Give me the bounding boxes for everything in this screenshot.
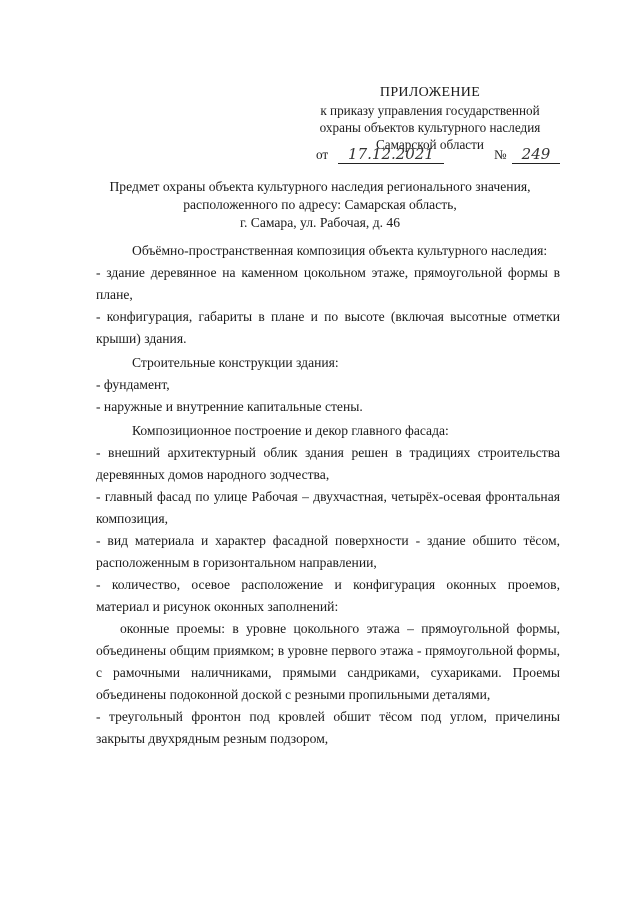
section-heading-facade: Композиционное построение и декор главного фасада: [132, 423, 449, 438]
appendix-line-3: Самарской области [376, 137, 484, 152]
list-item: - треугольный фронтон под кровлей обшит тёсом под углом, причелины закрыты двухрядным резным подзором, [96, 709, 560, 746]
appendix-block [300, 84, 560, 153]
appendix-line-1: к приказу управления государственной [320, 103, 540, 118]
list-item: - количество, осевое расположение и конфигурация оконных проемов, материал и рисунок оконных заполнений: [96, 577, 560, 614]
list-item: - вид материала и характер фасадной поверхности - здание обшито тёсом, расположенным в горизонтальном направлении, [96, 533, 560, 570]
list-item: оконные проемы: в уровне цокольного этажа – прямоугольной формы, объединены общим приямком; в уровне первого этажа - прямоугольной формы, с рамочными наличниками, прямыми сандриками, сухариками. Проемы объединены подоконной доской с резными пропильными деталями, [96, 621, 560, 702]
section-heading-volume: Объёмно-пространственная композиция объекта культурного наследия: [132, 243, 548, 258]
list-item: - фундамент, [96, 377, 170, 392]
document-subject [100, 178, 540, 232]
order-number: 249 [512, 145, 560, 164]
order-from-label: от [316, 147, 329, 162]
list-item: - главный фасад по улице Рабочая – двухчастная, четырёх-осевая фронтальная композиция, [96, 489, 560, 526]
subject-line-1: Предмет охраны объекта культурного наследия регионального значения, [109, 179, 531, 194]
order-number-label: № [494, 147, 507, 162]
list-item: - здание деревянное на каменном цокольном этаже, прямоугольной формы в плане, [96, 265, 560, 302]
list-item: - внешний архитектурный облик здания решен в традициях строительства деревянных домов народного зодчества, [96, 445, 560, 482]
appendix-line-2: охраны объектов культурного наследия [319, 120, 541, 135]
list-item: - конфигурация, габариты в плане и по высоте (включая высотные отметки крыши) здания. [96, 309, 560, 346]
list-item: - наружные и внутренние капитальные стены. [96, 399, 363, 414]
order-date: 17.12.2021 [338, 145, 444, 164]
order-reference [316, 145, 560, 165]
document-body [96, 240, 560, 750]
subject-line-3: г. Самара, ул. Рабочая, д. 46 [239, 215, 401, 230]
section-heading-structure: Строительные конструкции здания: [132, 355, 339, 370]
subject-line-2: расположенного по адресу: Самарская область, [183, 197, 457, 212]
appendix-heading: ПРИЛОЖЕНИЕ [379, 85, 481, 100]
